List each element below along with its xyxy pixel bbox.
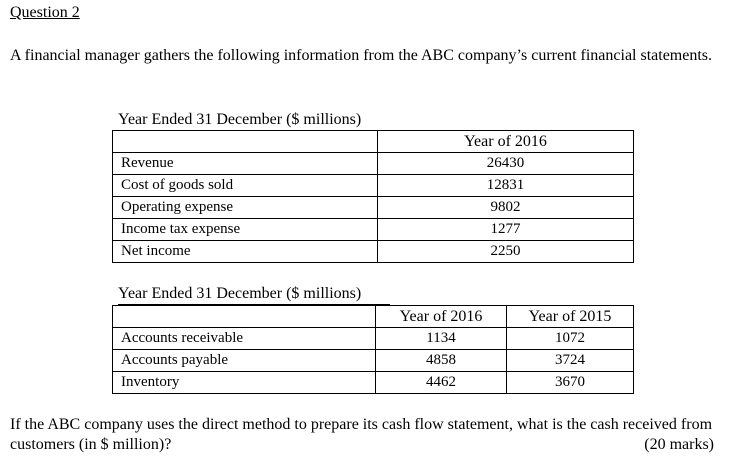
row-value: 9802 (378, 197, 634, 219)
balance-items-table (112, 305, 634, 394)
table-header-row (113, 131, 634, 153)
row-value-2016: 4858 (376, 350, 507, 372)
year-2015-header: Year of 2015 (507, 306, 634, 328)
row-label: Accounts receivable (113, 328, 376, 350)
year-2016-header: Year of 2016 (376, 306, 507, 328)
row-value-2015: 1072 (507, 328, 634, 350)
table-row (113, 350, 634, 372)
marks-label: (20 marks) (644, 436, 714, 453)
row-value-2016: 4462 (376, 372, 507, 394)
row-label: Cost of goods sold (113, 175, 378, 197)
year-2016-header: Year of 2016 (378, 131, 634, 153)
table1-caption: Year Ended 31 December ($ millions) (118, 111, 390, 131)
table-row (113, 153, 634, 175)
question-intro: A financial manager gathers the following information from the ABC company’s current financial statements. (10, 47, 713, 64)
table2-caption: Year Ended 31 December ($ millions) (118, 285, 390, 305)
row-value-2016: 1134 (376, 328, 507, 350)
table-row (113, 372, 634, 394)
question-prompt (10, 415, 714, 455)
row-label: Revenue (113, 153, 378, 175)
table-header-row (113, 306, 634, 328)
question-prompt-text: If the ABC company uses the direct method to prepare its cash flow statement, what is the cash received from customers (in $ million)? (10, 416, 713, 453)
row-label: Operating expense (113, 197, 378, 219)
table-row (113, 219, 634, 241)
row-value: 26430 (378, 153, 634, 175)
table-row (113, 241, 634, 263)
table-row (113, 175, 634, 197)
row-value-2015: 3670 (507, 372, 634, 394)
row-value: 1277 (378, 219, 634, 241)
row-label: Accounts payable (113, 350, 376, 372)
income-statement-table (112, 130, 634, 263)
table-header-empty (113, 131, 378, 153)
row-value: 2250 (378, 241, 634, 263)
row-value: 12831 (378, 175, 634, 197)
table-row (113, 328, 634, 350)
row-label: Net income (113, 241, 378, 263)
row-value-2015: 3724 (507, 350, 634, 372)
table-row (113, 197, 634, 219)
table-header-empty (113, 306, 376, 328)
question-title: Question 2 (10, 4, 80, 21)
row-label: Inventory (113, 372, 376, 394)
row-label: Income tax expense (113, 219, 378, 241)
